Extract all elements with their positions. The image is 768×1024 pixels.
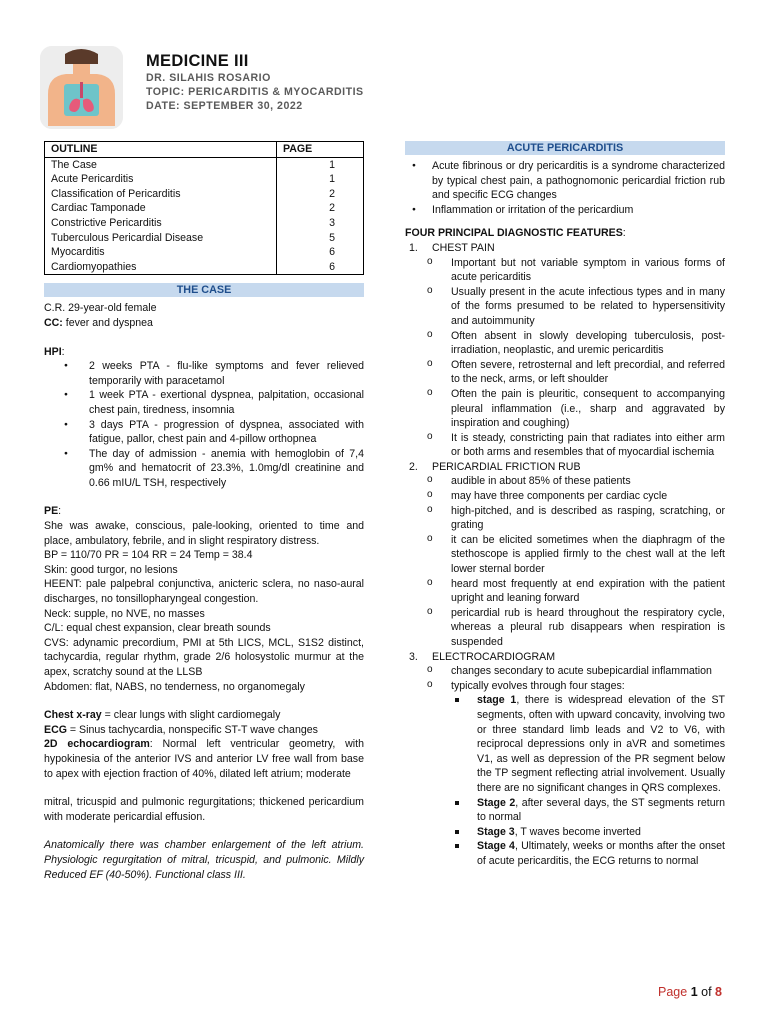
table-row (45, 260, 364, 275)
features-heading: FOUR PRINCIPAL DIAGNOSTIC FEATURES: (405, 227, 626, 240)
table-row (45, 216, 364, 231)
feature-chest-pain: 1. CHEST PAIN (409, 241, 495, 254)
table-row (45, 245, 364, 260)
page-footer: Page 1 of 8 (658, 985, 722, 999)
list-item: o may have three components per cardiac cycle (405, 489, 725, 504)
list-item: o changes secondary to acute subepicardial inflammation (405, 664, 725, 679)
list-item: ● The day of admission - anemia with hemoglobin of 7,4 gm% and hematocrit of 23.3%, 1.0mg/dl creatinine and 0.66 mIU/L TSH, respectively (44, 447, 364, 491)
outline-item: Acute Pericarditis (51, 173, 134, 186)
list-item: stage 1, there is widespread elevation of the ST segments, often with upward concavity, involving two or three standard limb leads and V2 to V6, with reciprocal depressions only in aVR and sometimes V1, as well as depression of the PR segment below the TP segment reflecting atrial involvement. Usually there are no significant changes in QRS complexes. (405, 693, 725, 795)
page-header: PAGE (277, 142, 364, 158)
list-item: ● 1 week PTA - exertional dyspnea, palpitation, occasional chest pain, tiredness, insomnia (44, 388, 364, 417)
outline-item: Tuberculous Pericardial Disease (51, 231, 204, 244)
list-item: o pericardial rub is heard throughout the respiratory cycle, whereas a pleural rub disappears when respiration is suspended (405, 606, 725, 650)
outline-item: The Case (51, 158, 97, 171)
ecg-stages-list (405, 693, 725, 868)
list-item: o high-pitched, and is described as rasping, scratching, or grating (405, 504, 725, 533)
left-column (44, 141, 364, 882)
outline-item: Constrictive Pericarditis (51, 216, 162, 229)
pe-heading: PE: (44, 505, 62, 518)
echo-continued: mitral, tricuspid and pulmonic regurgitations; thickened pericardium with moderate pericardial effusion. (44, 796, 364, 823)
outline-page: 3 (277, 216, 364, 231)
outline-page: 1 (277, 172, 364, 187)
chest-xray: Chest x-ray = clear lungs with slight cardiomegaly (44, 709, 281, 722)
outline-item: Myocarditis (51, 246, 105, 259)
ecg-list (405, 664, 725, 693)
case-cr: C.R. 29-year-old female (44, 302, 157, 315)
feature-friction-rub: 2. PERICARDIAL FRICTION RUB (409, 460, 581, 473)
outline-page: 6 (277, 260, 364, 275)
pe-line: She was awake, conscious, pale-looking, oriented to time and place, ambulatory, febrile, and in slight respiratory distress. (44, 520, 364, 547)
list-item: o heard most frequently at end expiration with the patient upright and leaning forward (405, 577, 725, 606)
feature-ecg: 3. ELECTROCARDIOGRAM (409, 650, 556, 663)
list-item: Stage 3, T waves become inverted (405, 825, 725, 840)
list-item: ● 2 weeks PTA - flu-like symptoms and fever relieved temporarily with paracetamol (44, 359, 364, 388)
hpi-list (44, 359, 364, 490)
list-item: Stage 4, Ultimately, weeks or months after the onset of acute pericarditis, the ECG returns to normal (405, 839, 725, 868)
list-item: o Often the pain is pleuritic, consequent to accompanying pleural inflammation (i.e., sharp and aggravated by inspiration and coughing) (405, 387, 725, 431)
outline-page: 1 (277, 157, 364, 172)
table-row (45, 231, 364, 246)
pe-line: C/L: equal chest expansion, clear breath sounds (44, 622, 271, 635)
outline-page: 6 (277, 245, 364, 260)
outline-item: Cardiomyopathies (51, 260, 137, 273)
echo-finding: 2D echocardiogram: Normal left ventricular geometry, with hypokinesia of the anterior IVS and anterior LV free wall from base to apex with ejection fraction of 40%, dilated left atrium; moderate (44, 738, 364, 780)
outline-page: 2 (277, 187, 364, 202)
pe-line: Abdomen: flat, NABS, no tenderness, no organomegaly (44, 680, 305, 693)
impression: Anatomically there was chamber enlargement of the left atrium. Physiologic regurgitation of mitral, tricuspid, and pulmonic. Mildly Reduced EF (40-50%). Functional class III. (44, 839, 364, 881)
features-list (405, 241, 725, 256)
the-case-heading: THE CASE (44, 283, 364, 297)
chest-pain-list (405, 256, 725, 460)
list-item: o Usually present in the acute infectious types and in many of the forms presumed to be related to hypersensitivity and autoimmunity (405, 285, 725, 329)
list-item: o it can be elicited sometimes when the diaphragm of the stethoscope is applied firmly to the chest wall at the left lower sternal border (405, 533, 725, 577)
pe-line: Skin: good turgor, no lesions (44, 563, 178, 576)
ecg-finding: ECG = Sinus tachycardia, nonspecific ST-T wave changes (44, 723, 318, 736)
pe-line: CVS: adynamic precordium, PMI at 5th LICS, MCL, S1S2 distinct, tachycardia, regular rhythm, grade 2/6 holosystolic murmur at the apex, scratchy sound at the LLSB (44, 636, 364, 678)
case-cc: CC: fever and dyspnea (44, 316, 153, 329)
list-item: ● Inflammation or irritation of the pericardium (405, 203, 725, 218)
table-row (45, 172, 364, 187)
list-item: o Often absent in slowly developing tuberculosis, post-irradiation, neoplastic, and uremic pericarditis (405, 329, 725, 358)
table-row (45, 187, 364, 202)
table-row (45, 157, 364, 172)
pe-line: Neck: supple, no NVE, no masses (44, 607, 205, 620)
list-item: Stage 2, after several days, the ST segments return to normal (405, 796, 725, 825)
friction-rub-list (405, 474, 725, 649)
outline-page: 5 (277, 231, 364, 246)
acute-definition-list (405, 159, 725, 217)
lungs-icon (40, 46, 123, 129)
topic: TOPIC: PERICARDITIS & MYOCARDITIS (146, 86, 364, 98)
pe-line: BP = 110/70 PR = 104 RR = 24 Temp = 38.4 (44, 549, 253, 562)
list-item: o It is steady, constricting pain that radiates into either arm or both arms and resembles that of myocardial ischemia (405, 431, 725, 460)
list-item: ● 3 days PTA - progression of dyspnea, associated with fatigue, pallor, chest pain and 4-pillow orthopnea (44, 418, 364, 447)
list-item: o Often severe, retrosternal and left precordial, and referred to the neck, arms, or left shoulder (405, 358, 725, 387)
list-item: ● Acute fibrinous or dry pericarditis is a syndrome characterized by typical chest pain, a pathognomonic pericardial friction rub and specific ECG changes (405, 159, 725, 203)
outline-table (44, 141, 364, 275)
list-item: o audible in about 85% of these patients (405, 474, 725, 489)
course-title: MEDICINE III (146, 52, 249, 70)
outline-header: OUTLINE (45, 142, 277, 158)
list-item: o Important but not variable symptom in various forms of acute pericarditis (405, 256, 725, 285)
outline-item: Classification of Pericarditis (51, 187, 181, 200)
outline-item: Cardiac Tamponade (51, 202, 146, 215)
list-item: o typically evolves through four stages: (405, 679, 725, 694)
table-row (45, 201, 364, 216)
right-column (405, 141, 725, 869)
outline-page: 2 (277, 201, 364, 216)
pe-line: HEENT: pale palpebral conjunctiva, anicteric sclera, no naso-aural discharges, no tonsillopharyngeal congestion. (44, 578, 364, 606)
date: DATE: SEPTEMBER 30, 2022 (146, 100, 303, 112)
lecturer: DR. SILAHIS ROSARIO (146, 72, 271, 84)
hpi-heading: HPI: (44, 345, 65, 358)
acute-pericarditis-heading: ACUTE PERICARDITIS (405, 141, 725, 155)
